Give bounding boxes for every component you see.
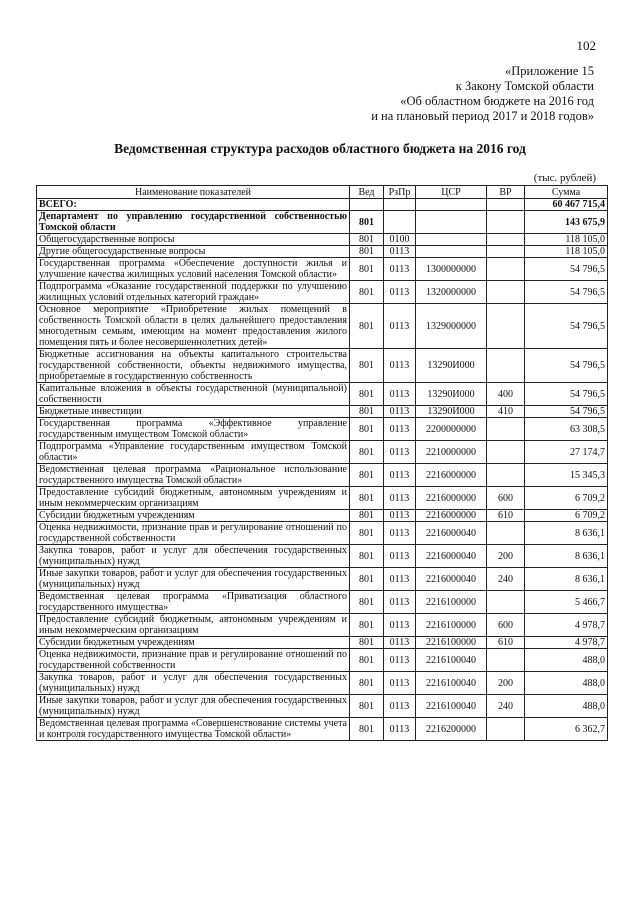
table-row xyxy=(37,464,608,487)
cell-name: Иные закупки товаров, работ и услуг для обеспечения государственных (муниципальных) нужд xyxy=(37,568,350,591)
table-row xyxy=(37,246,608,258)
table-row xyxy=(37,383,608,406)
cell-rzpr: 0113 xyxy=(384,406,416,418)
cell-name: Ведомственная целевая программа «Рациональное использование государственного имущества Томской области» xyxy=(37,464,350,487)
appendix-line-1: «Приложение 15 xyxy=(505,64,594,78)
table-row xyxy=(37,695,608,718)
cell-sum: 5 466,7 xyxy=(525,591,608,614)
cell-name: Подпрограмма «Оказание государственной поддержки по улучшению жилищных условий отдельных категорий граждан» xyxy=(37,281,350,304)
header-rzpr: РзПр xyxy=(384,186,416,199)
cell-ved xyxy=(350,199,384,211)
cell-rzpr: 0113 xyxy=(384,464,416,487)
table-row xyxy=(37,418,608,441)
cell-vr: 400 xyxy=(487,383,525,406)
cell-ved: 801 xyxy=(350,672,384,695)
cell-ved: 801 xyxy=(350,464,384,487)
cell-rzpr xyxy=(384,211,416,234)
header-csr: ЦСР xyxy=(416,186,487,199)
cell-csr xyxy=(416,234,487,246)
cell-vr: 410 xyxy=(487,406,525,418)
cell-csr: 2216000040 xyxy=(416,568,487,591)
table-row xyxy=(37,406,608,418)
cell-name: Субсидии бюджетным учреждениям xyxy=(37,510,350,522)
table-row xyxy=(37,199,608,211)
cell-sum: 63 308,5 xyxy=(525,418,608,441)
cell-sum: 118 105,0 xyxy=(525,246,608,258)
table-row xyxy=(37,211,608,234)
cell-vr xyxy=(487,441,525,464)
table-row xyxy=(37,510,608,522)
cell-name: ВСЕГО: xyxy=(37,199,350,211)
cell-vr: 600 xyxy=(487,614,525,637)
cell-ved: 801 xyxy=(350,591,384,614)
table-row xyxy=(37,522,608,545)
cell-vr: 610 xyxy=(487,637,525,649)
appendix-line-3: «Об областном бюджете на 2016 год xyxy=(400,94,594,108)
cell-vr xyxy=(487,418,525,441)
appendix-line-4: и на плановый период 2017 и 2018 годов» xyxy=(371,109,594,123)
cell-ved: 801 xyxy=(350,258,384,281)
table-header-row xyxy=(37,186,608,199)
cell-ved: 801 xyxy=(350,637,384,649)
cell-rzpr xyxy=(384,199,416,211)
cell-rzpr: 0113 xyxy=(384,418,416,441)
cell-csr xyxy=(416,199,487,211)
cell-sum: 54 796,5 xyxy=(525,304,608,349)
cell-sum: 54 796,5 xyxy=(525,406,608,418)
cell-name: Общегосударственные вопросы xyxy=(37,234,350,246)
cell-name: Закупка товаров, работ и услуг для обеспечения государственных (муниципальных) нужд xyxy=(37,672,350,695)
cell-csr: 2216100000 xyxy=(416,591,487,614)
cell-name: Другие общегосударственные вопросы xyxy=(37,246,350,258)
cell-csr: 2216000000 xyxy=(416,464,487,487)
cell-csr: 2216100000 xyxy=(416,637,487,649)
cell-rzpr: 0113 xyxy=(384,441,416,464)
cell-name: Бюджетные ассигнования на объекты капитального строительства государственной собственности, объекты недвижимого имущества, приобретаемые в государственную собственность xyxy=(37,349,350,383)
cell-vr: 240 xyxy=(487,695,525,718)
cell-ved: 801 xyxy=(350,568,384,591)
table-row xyxy=(37,258,608,281)
cell-csr: 2216100040 xyxy=(416,649,487,672)
cell-name: Государственная программа «Обеспечение доступности жилья и улучшение качества жилищных условий населения Томской области» xyxy=(37,258,350,281)
header-name: Наименование показателей xyxy=(37,186,350,199)
cell-vr xyxy=(487,199,525,211)
cell-vr xyxy=(487,591,525,614)
cell-ved: 801 xyxy=(350,211,384,234)
cell-name: Оценка недвижимости, признание прав и регулирование отношений по государственной собственности xyxy=(37,649,350,672)
cell-ved: 801 xyxy=(350,281,384,304)
table-row xyxy=(37,234,608,246)
cell-sum: 6 709,2 xyxy=(525,510,608,522)
cell-csr xyxy=(416,246,487,258)
cell-name: Субсидии бюджетным учреждениям xyxy=(37,637,350,649)
cell-name: Предоставление субсидий бюджетным, автономным учреждениям и иным некоммерческим организациям xyxy=(37,487,350,510)
table-row xyxy=(37,649,608,672)
table-row xyxy=(37,637,608,649)
cell-vr: 600 xyxy=(487,487,525,510)
cell-rzpr: 0113 xyxy=(384,246,416,258)
table-row xyxy=(37,304,608,349)
cell-rzpr: 0113 xyxy=(384,281,416,304)
cell-sum: 8 636,1 xyxy=(525,568,608,591)
cell-sum: 8 636,1 xyxy=(525,545,608,568)
cell-sum: 6 362,7 xyxy=(525,718,608,741)
cell-csr: 2210000000 xyxy=(416,441,487,464)
cell-rzpr: 0113 xyxy=(384,383,416,406)
document-title: Ведомственная структура расходов областного бюджета на 2016 год xyxy=(114,141,526,156)
cell-rzpr: 0113 xyxy=(384,522,416,545)
cell-sum: 143 675,9 xyxy=(525,211,608,234)
cell-ved: 801 xyxy=(350,441,384,464)
cell-ved: 801 xyxy=(350,522,384,545)
cell-name: Предоставление субсидий бюджетным, автономным учреждениям и иным некоммерческим организациям xyxy=(37,614,350,637)
cell-csr: 2216100040 xyxy=(416,695,487,718)
table-row xyxy=(37,614,608,637)
table-row xyxy=(37,349,608,383)
cell-name: Ведомственная целевая программа «Совершенствование системы учета и контроля государственного имущества Томской области» xyxy=(37,718,350,741)
cell-vr xyxy=(487,522,525,545)
cell-vr: 610 xyxy=(487,510,525,522)
cell-rzpr: 0113 xyxy=(384,349,416,383)
cell-ved: 801 xyxy=(350,304,384,349)
cell-csr: 2216100040 xyxy=(416,672,487,695)
cell-csr: 2216100000 xyxy=(416,614,487,637)
table-row xyxy=(37,545,608,568)
cell-sum: 118 105,0 xyxy=(525,234,608,246)
cell-name: Департамент по управлению государственной собственностью Томской области xyxy=(37,211,350,234)
cell-name: Оценка недвижимости, признание прав и регулирование отношений по государственной собственности xyxy=(37,522,350,545)
cell-ved: 801 xyxy=(350,614,384,637)
cell-csr: 13290И000 xyxy=(416,383,487,406)
cell-rzpr: 0113 xyxy=(384,545,416,568)
header-vr: ВР xyxy=(487,186,525,199)
cell-csr: 13290И000 xyxy=(416,349,487,383)
cell-vr xyxy=(487,649,525,672)
header-ved: Вед xyxy=(350,186,384,199)
page-number: 102 xyxy=(576,38,596,53)
cell-ved: 801 xyxy=(350,234,384,246)
cell-csr: 2216000040 xyxy=(416,522,487,545)
cell-rzpr: 0113 xyxy=(384,258,416,281)
cell-ved: 801 xyxy=(350,487,384,510)
cell-ved: 801 xyxy=(350,718,384,741)
cell-sum: 54 796,5 xyxy=(525,258,608,281)
cell-sum: 4 978,7 xyxy=(525,614,608,637)
cell-ved: 801 xyxy=(350,349,384,383)
cell-name: Бюджетные инвестиции xyxy=(37,406,350,418)
cell-csr: 1320000000 xyxy=(416,281,487,304)
cell-sum: 60 467 715,4 xyxy=(525,199,608,211)
cell-vr xyxy=(487,281,525,304)
cell-ved: 801 xyxy=(350,695,384,718)
cell-ved: 801 xyxy=(350,510,384,522)
cell-sum: 8 636,1 xyxy=(525,522,608,545)
cell-name: Ведомственная целевая программа «Приватизация областного государственного имущества» xyxy=(37,591,350,614)
cell-csr: 1300000000 xyxy=(416,258,487,281)
cell-csr: 2216000000 xyxy=(416,487,487,510)
cell-sum: 6 709,2 xyxy=(525,487,608,510)
table-row xyxy=(37,718,608,741)
cell-ved: 801 xyxy=(350,246,384,258)
cell-vr xyxy=(487,211,525,234)
cell-rzpr: 0113 xyxy=(384,568,416,591)
cell-vr xyxy=(487,246,525,258)
cell-vr xyxy=(487,258,525,281)
cell-csr: 2216000000 xyxy=(416,510,487,522)
cell-ved: 801 xyxy=(350,406,384,418)
cell-csr: 13290И000 xyxy=(416,406,487,418)
table-row xyxy=(37,568,608,591)
table-row xyxy=(37,487,608,510)
cell-name: Иные закупки товаров, работ и услуг для обеспечения государственных (муниципальных) нужд xyxy=(37,695,350,718)
cell-name: Государственная программа «Эффективное управление государственным имуществом Томской области» xyxy=(37,418,350,441)
cell-vr xyxy=(487,718,525,741)
cell-vr xyxy=(487,304,525,349)
cell-ved: 801 xyxy=(350,383,384,406)
cell-sum: 54 796,5 xyxy=(525,281,608,304)
cell-csr: 2216200000 xyxy=(416,718,487,741)
table-row xyxy=(37,441,608,464)
table-row xyxy=(37,591,608,614)
cell-sum: 4 978,7 xyxy=(525,637,608,649)
cell-rzpr: 0113 xyxy=(384,637,416,649)
cell-rzpr: 0113 xyxy=(384,487,416,510)
units-label: (тыс. рублей) xyxy=(533,172,596,184)
cell-sum: 488,0 xyxy=(525,672,608,695)
cell-rzpr: 0113 xyxy=(384,614,416,637)
cell-csr xyxy=(416,211,487,234)
cell-sum: 488,0 xyxy=(525,649,608,672)
cell-name: Капитальные вложения в объекты государственной (муниципальной) собственности xyxy=(37,383,350,406)
cell-rzpr: 0113 xyxy=(384,672,416,695)
cell-vr: 240 xyxy=(487,568,525,591)
cell-vr xyxy=(487,234,525,246)
cell-rzpr: 0113 xyxy=(384,591,416,614)
expenditure-table xyxy=(36,185,608,741)
cell-vr: 200 xyxy=(487,545,525,568)
cell-rzpr: 0113 xyxy=(384,304,416,349)
cell-ved: 801 xyxy=(350,649,384,672)
cell-ved: 801 xyxy=(350,545,384,568)
cell-name: Подпрограмма «Управление государственным имуществом Томской области» xyxy=(37,441,350,464)
cell-name: Закупка товаров, работ и услуг для обеспечения государственных (муниципальных) нужд xyxy=(37,545,350,568)
cell-rzpr: 0113 xyxy=(384,649,416,672)
table-row xyxy=(37,281,608,304)
cell-name: Основное мероприятие «Приобретение жилых помещений в собственность Томской области в целях дальнейшего предоставления многодетным семьям, имеющим на момент предоставления жилого помещения пять и более несовершеннолетних детей» xyxy=(37,304,350,349)
cell-rzpr: 0113 xyxy=(384,695,416,718)
cell-rzpr: 0113 xyxy=(384,510,416,522)
cell-csr: 2200000000 xyxy=(416,418,487,441)
table-body xyxy=(37,199,608,741)
appendix-line-2: к Закону Томской области xyxy=(455,79,594,93)
cell-csr: 2216000040 xyxy=(416,545,487,568)
cell-vr xyxy=(487,464,525,487)
cell-csr: 1329000000 xyxy=(416,304,487,349)
cell-sum: 488,0 xyxy=(525,695,608,718)
cell-rzpr: 0100 xyxy=(384,234,416,246)
cell-sum: 54 796,5 xyxy=(525,349,608,383)
cell-sum: 27 174,7 xyxy=(525,441,608,464)
cell-rzpr: 0113 xyxy=(384,718,416,741)
cell-sum: 54 796,5 xyxy=(525,383,608,406)
cell-sum: 15 345,3 xyxy=(525,464,608,487)
cell-vr xyxy=(487,349,525,383)
table-row xyxy=(37,672,608,695)
header-sum: Сумма xyxy=(525,186,608,199)
cell-ved: 801 xyxy=(350,418,384,441)
appendix-header xyxy=(371,64,594,124)
cell-vr: 200 xyxy=(487,672,525,695)
